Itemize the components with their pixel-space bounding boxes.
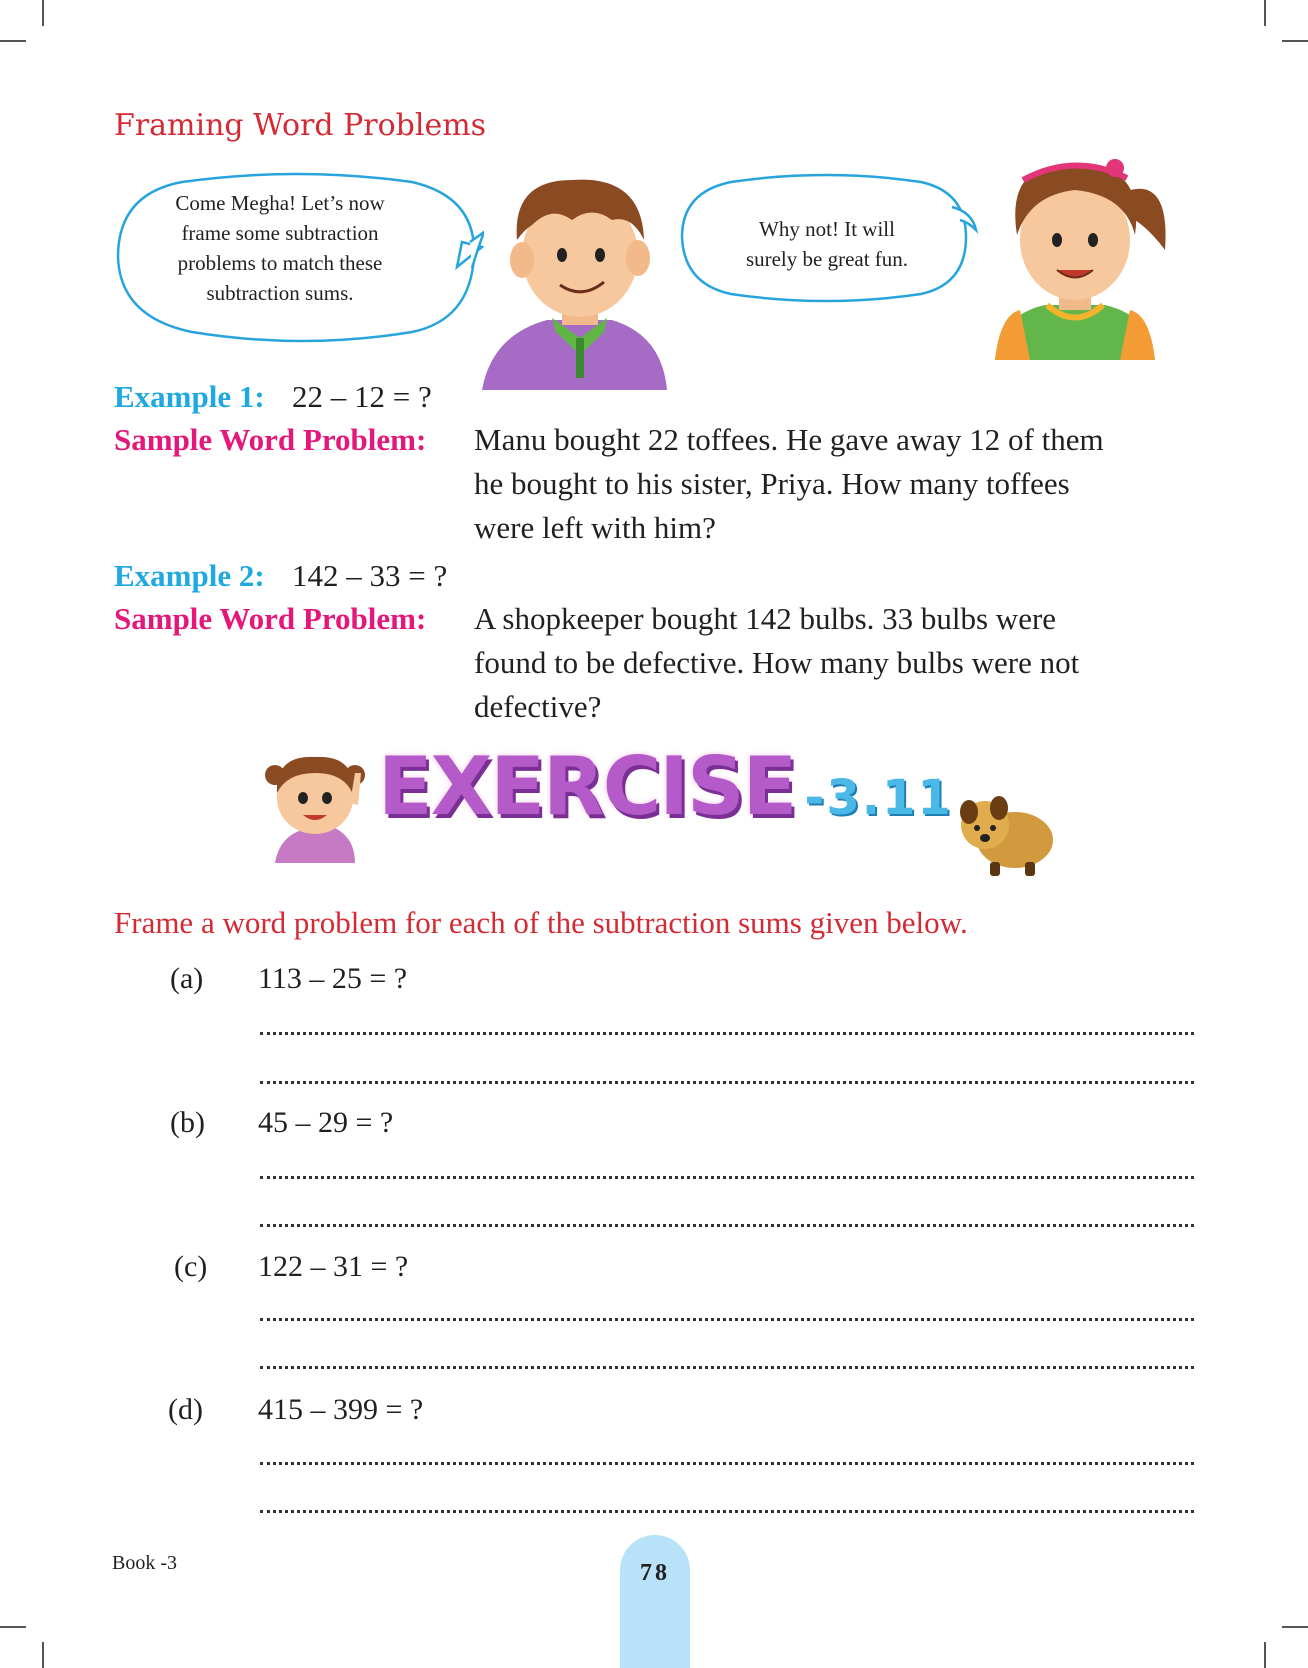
example-1-sum: 22 – 12 = ? bbox=[292, 379, 432, 414]
boy-illustration bbox=[472, 160, 672, 390]
question-d-sum: 415 – 399 = ? bbox=[258, 1393, 424, 1426]
example-2-label: Example 2: bbox=[114, 558, 265, 593]
problem-line: found to be defective. How many bulbs were not bbox=[474, 645, 1080, 680]
problem-line: he bought to his sister, Priya. How many toffees bbox=[474, 466, 1070, 501]
exercise-instruction: Frame a word problem for each of the subtraction sums given below. bbox=[114, 905, 968, 940]
girl-illustration bbox=[975, 140, 1175, 360]
question-c-sum: 122 – 31 = ? bbox=[258, 1250, 409, 1283]
answer-line[interactable] bbox=[260, 1176, 1194, 1179]
section-title: Framing Word Problems bbox=[114, 108, 487, 143]
bubble-line: surely be great fun. bbox=[745, 247, 909, 271]
footer-book-label: Book -3 bbox=[112, 1552, 177, 1574]
crop-mark bbox=[42, 1642, 44, 1668]
answer-line[interactable] bbox=[260, 1032, 1194, 1035]
bubble-line: Come Megha! Let’s now bbox=[175, 191, 385, 215]
bubble-boy-text bbox=[130, 188, 430, 308]
problem-line: A shopkeeper bought 142 bulbs. 33 bulbs were bbox=[474, 601, 1057, 636]
question-d-letter: (d) bbox=[168, 1393, 203, 1426]
bubble-line: problems to match these bbox=[177, 251, 383, 275]
crop-mark bbox=[1282, 40, 1308, 42]
crop-mark bbox=[0, 1626, 26, 1628]
sample-word-problem-2-text bbox=[474, 597, 1214, 729]
dog-toy-illustration bbox=[955, 790, 1055, 880]
crop-mark bbox=[42, 0, 44, 26]
answer-line[interactable] bbox=[260, 1462, 1194, 1465]
answer-line[interactable] bbox=[260, 1081, 1194, 1084]
crop-mark bbox=[1264, 0, 1266, 26]
question-b-letter: (b) bbox=[170, 1106, 205, 1139]
sample-word-problem-2-label: Sample Word Problem: bbox=[114, 601, 427, 636]
question-a-letter: (a) bbox=[170, 962, 204, 995]
example-2-sum: 142 – 33 = ? bbox=[292, 558, 448, 593]
answer-line[interactable] bbox=[260, 1510, 1194, 1513]
answer-line[interactable] bbox=[260, 1224, 1194, 1227]
bubble-line: Why not! It will bbox=[759, 217, 895, 241]
sample-word-problem-1-label: Sample Word Problem: bbox=[114, 422, 427, 457]
problem-line: defective? bbox=[474, 689, 602, 724]
crop-mark bbox=[1282, 1626, 1308, 1628]
question-a-sum: 113 – 25 = ? bbox=[258, 962, 408, 995]
problem-line: Manu bought 22 toffees. He gave away 12 of them bbox=[474, 422, 1104, 457]
exercise-word: EXERCISE bbox=[378, 740, 796, 833]
pointing-girl-illustration bbox=[255, 743, 365, 863]
bubble-line: subtraction sums. bbox=[206, 281, 354, 305]
example-1-label: Example 1: bbox=[114, 379, 265, 414]
page-number: 78 bbox=[640, 1560, 670, 1586]
question-b-sum: 45 – 29 = ? bbox=[258, 1106, 394, 1139]
answer-line[interactable] bbox=[260, 1366, 1194, 1369]
problem-line: were left with him? bbox=[474, 510, 716, 545]
bubble-line: frame some subtraction bbox=[181, 221, 379, 245]
question-c-letter: (c) bbox=[174, 1250, 208, 1283]
exercise-number: -3.11 bbox=[804, 770, 953, 826]
exercise-banner bbox=[378, 740, 953, 860]
page-number-tab bbox=[620, 1535, 690, 1668]
bubble-girl-text bbox=[690, 214, 964, 274]
crop-mark bbox=[1264, 1642, 1266, 1668]
crop-mark bbox=[0, 40, 26, 42]
answer-line[interactable] bbox=[260, 1318, 1194, 1321]
sample-word-problem-1-text bbox=[474, 418, 1214, 550]
